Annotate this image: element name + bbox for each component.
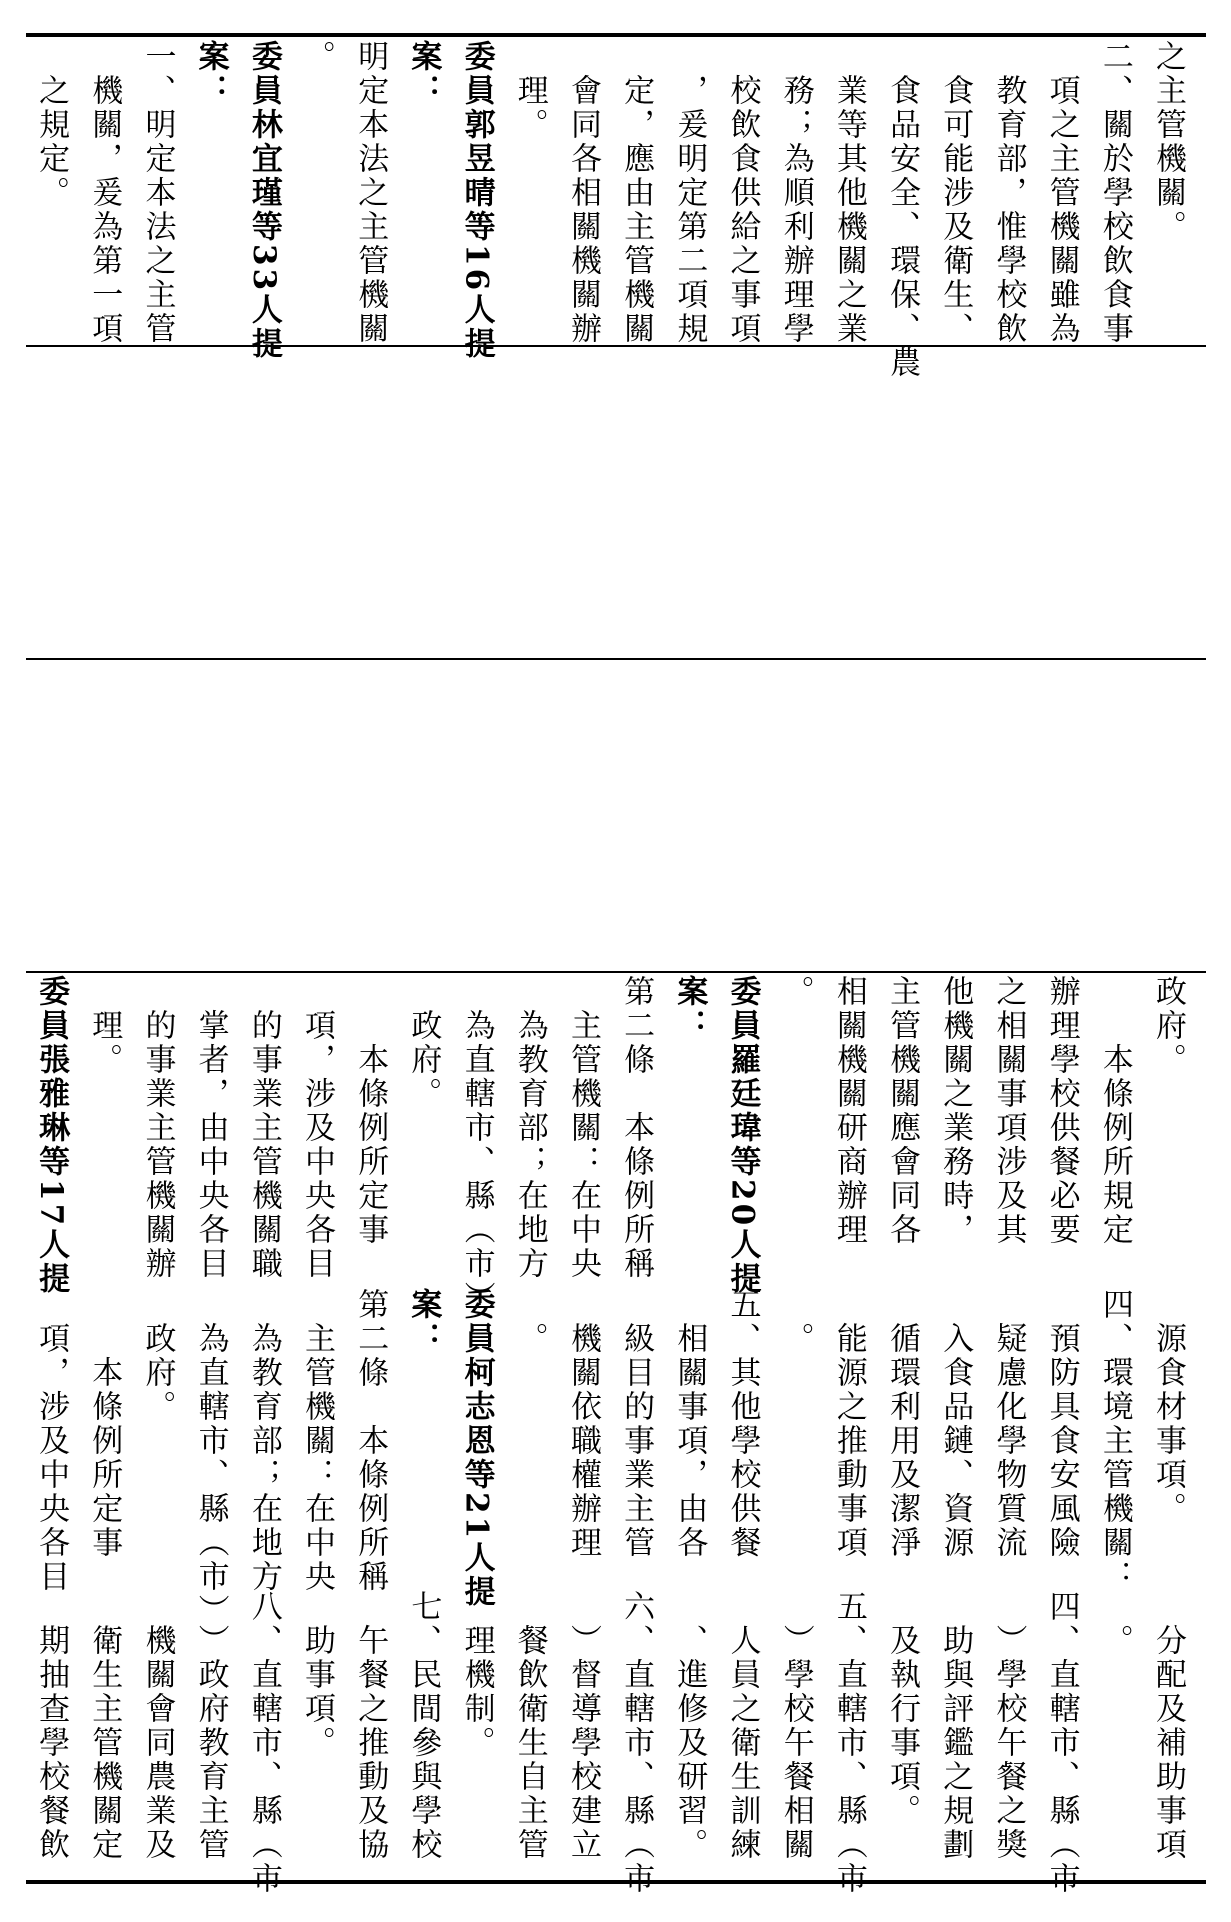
text-column: 案： bbox=[671, 975, 708, 1043]
text-column: 食可能涉及衛生、 bbox=[937, 40, 974, 346]
text-column: 第二條 本條例所稱 bbox=[352, 1288, 389, 1594]
text-column: 相關機關研商辦理 bbox=[830, 975, 867, 1247]
text-column: 助與評鑑之規劃 bbox=[937, 1590, 974, 1862]
text-column: 的事業主管機關職 bbox=[245, 975, 282, 1281]
text-column: 入食品鏈、資源 bbox=[937, 1288, 974, 1560]
text-column: 源食材事項。 bbox=[1150, 1288, 1186, 1526]
text-column: 。 bbox=[777, 1288, 814, 1356]
text-column: ）督導學校建立 bbox=[564, 1590, 601, 1862]
text-column: 項之主管機關雖為 bbox=[1043, 40, 1080, 346]
text-column: 政府。 bbox=[1150, 975, 1186, 1077]
text-column: 七、民間參與學校 bbox=[405, 1590, 442, 1862]
text-column: 。 bbox=[1096, 1590, 1133, 1658]
text-column: 之規定。 bbox=[33, 40, 70, 210]
text-column: 項，涉及中央各目 bbox=[299, 975, 335, 1281]
text-column: 案： bbox=[405, 1288, 442, 1356]
text-column: ）學校午餐相關 bbox=[777, 1590, 814, 1862]
text-column: 主管機關應會同各 bbox=[884, 975, 921, 1247]
text-column: 委員林宜瑾等33人提 bbox=[245, 40, 282, 362]
bottom-left-section bbox=[26, 1590, 1206, 1896]
text-column: 業等其他機關之業 bbox=[830, 40, 867, 346]
text-column: 五、其他學校供餐 bbox=[724, 1288, 761, 1560]
text-column: 人員之衛生訓練 bbox=[724, 1590, 761, 1862]
text-column: 辦理學校供餐必要 bbox=[1043, 975, 1080, 1247]
text-column: 、進修及研習。 bbox=[671, 1590, 708, 1862]
text-column: 預防具食安風險 bbox=[1043, 1288, 1080, 1560]
text-column: 六、直轄市、縣（市 bbox=[618, 1590, 655, 1896]
text-column: 委員柯志恩等21人提 bbox=[458, 1288, 495, 1610]
text-column: 掌者，由中央各目 bbox=[192, 975, 229, 1281]
text-column: 委員郭昱晴等16人提 bbox=[458, 40, 495, 362]
text-column: 衛生主管機關定 bbox=[86, 1590, 123, 1862]
text-column: 理機制。 bbox=[458, 1590, 495, 1760]
text-column: 案： bbox=[405, 40, 442, 108]
text-column: 八、直轄市、縣（市 bbox=[245, 1590, 282, 1896]
text-column: 。 bbox=[511, 1288, 548, 1356]
middle-rule bbox=[26, 658, 1206, 660]
text-column: 食品安全、環保、農 bbox=[884, 40, 921, 380]
text-column: 之相關事項涉及其 bbox=[990, 975, 1027, 1247]
text-column: 教育部，惟學校飲 bbox=[990, 40, 1027, 346]
text-column: 為直轄市、縣（市） bbox=[458, 975, 495, 1315]
bottom-right-section bbox=[26, 975, 1206, 1315]
text-column: 。 bbox=[777, 975, 814, 1009]
text-column: 政府。 bbox=[139, 1288, 176, 1424]
bottom-middle-section bbox=[26, 1288, 1206, 1628]
text-column: 疑慮化學物質流 bbox=[990, 1288, 1027, 1560]
text-column: 能源之推動事項 bbox=[830, 1288, 867, 1560]
text-column: 分配及補助事項 bbox=[1150, 1590, 1186, 1862]
text-column: 及執行事項。 bbox=[884, 1590, 921, 1828]
text-column: 期抽查學校餐飲 bbox=[33, 1590, 70, 1862]
text-column: 第二條 本條例所稱 bbox=[618, 975, 655, 1281]
text-column: 之主管機關。 bbox=[1150, 40, 1186, 244]
text-column: 機關，爰為第一項 bbox=[86, 40, 123, 346]
text-column: 機關依職權辦理 bbox=[564, 1288, 601, 1560]
text-column: 本條例所定事 bbox=[352, 975, 389, 1247]
text-column: 定，應由主管機關 bbox=[618, 40, 655, 346]
text-column: 本條例所定事 bbox=[86, 1288, 123, 1560]
text-column: 機關會同農業及 bbox=[139, 1590, 176, 1862]
text-column: 助事項。 bbox=[299, 1590, 335, 1760]
text-column: 主管機關：在中央 bbox=[299, 1288, 335, 1594]
text-column: ）政府教育主管 bbox=[192, 1590, 229, 1862]
text-column: 理。 bbox=[86, 975, 123, 1077]
text-column: 四、環境主管機關： bbox=[1096, 1288, 1133, 1594]
text-column: 級目的事業主管 bbox=[618, 1288, 655, 1560]
text-column: 一、明定本法之主管 bbox=[139, 40, 176, 346]
text-column: 會同各相關機關辦 bbox=[564, 40, 601, 346]
text-column: 政府。 bbox=[405, 975, 442, 1111]
top-section bbox=[26, 40, 1206, 380]
text-column: 主管機關：在中央 bbox=[564, 975, 601, 1281]
text-column: 務；為順利辦理學 bbox=[777, 40, 814, 346]
text-column: 五、直轄市、縣（市 bbox=[830, 1590, 867, 1896]
text-column: 午餐之推動及協 bbox=[352, 1590, 389, 1862]
text-column: ，爰明定第二項規 bbox=[671, 40, 708, 346]
text-column: 四、直轄市、縣（市 bbox=[1043, 1590, 1080, 1896]
text-column: 循環利用及潔淨 bbox=[884, 1288, 921, 1560]
top-rule bbox=[26, 33, 1206, 37]
text-column: 為教育部；在地方 bbox=[511, 975, 548, 1281]
text-column: 理。 bbox=[511, 40, 548, 142]
text-column: 他機關之業務時， bbox=[937, 975, 974, 1247]
text-column: 為教育部；在地方 bbox=[245, 1288, 282, 1594]
text-column: 為直轄市、縣（市） bbox=[192, 1288, 229, 1628]
bottom-section-top-rule bbox=[26, 971, 1206, 973]
text-column: 案： bbox=[192, 40, 229, 108]
text-column: 。 bbox=[299, 40, 335, 74]
text-column: 二、關於學校飲食事 bbox=[1096, 40, 1133, 346]
text-column: 餐飲衛生自主管 bbox=[511, 1590, 548, 1862]
text-column: 校飲食供給之事項 bbox=[724, 40, 761, 346]
text-column: 明定本法之主管機關 bbox=[352, 40, 389, 346]
text-column: 本條例所規定 bbox=[1096, 975, 1133, 1247]
text-column: 相關事項，由各 bbox=[671, 1288, 708, 1560]
text-column: 委員羅廷瑋等20人提 bbox=[724, 975, 761, 1297]
text-column: 委員張雅琳等17人提 bbox=[33, 975, 70, 1297]
text-column: 項，涉及中央各目 bbox=[33, 1288, 70, 1594]
text-column: ）學校午餐之獎 bbox=[990, 1590, 1027, 1862]
text-column: 的事業主管機關辦 bbox=[139, 975, 176, 1281]
